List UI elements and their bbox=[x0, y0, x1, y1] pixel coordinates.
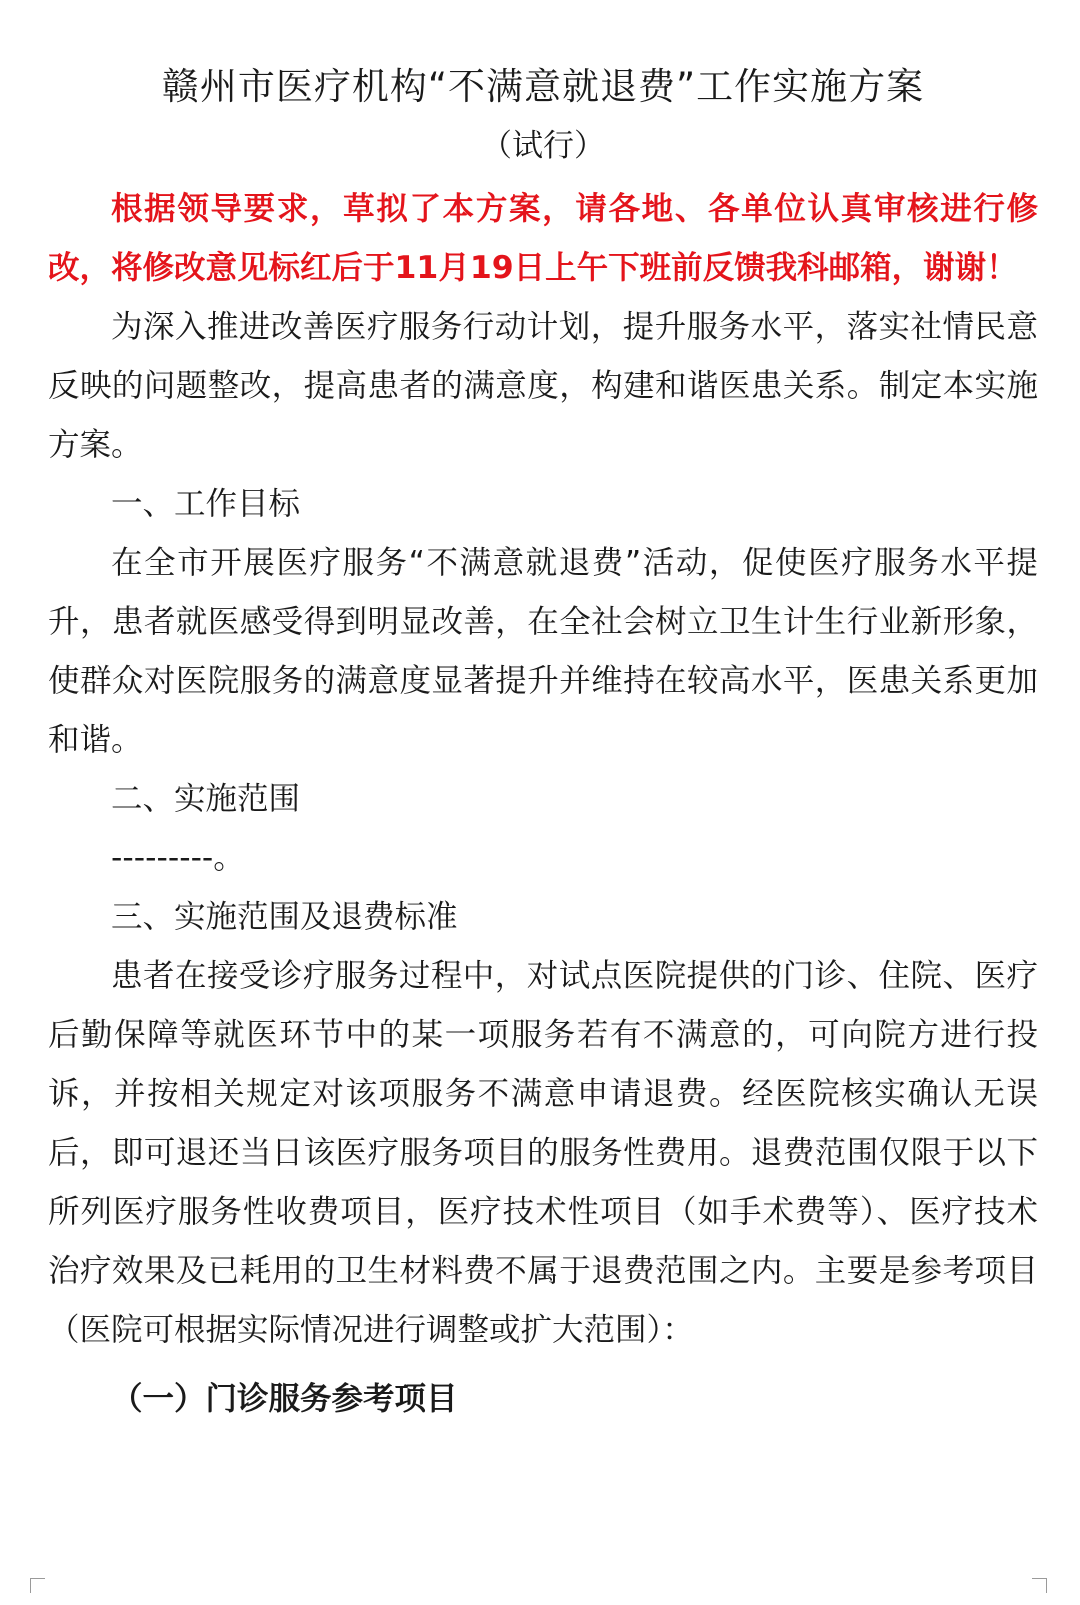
section-body-goals: 在全市开展医疗服务“不满意就退费”活动，促使医疗服务水平提升，患者就医感受得到明显改善，在全社会树立卫生计生行业新形象，使群众对医院服务的满意度显著提升并维持在较高水平，医患关系更加和谐。 bbox=[48, 545, 1038, 758]
section-heading-goals: 一、工作目标 bbox=[111, 486, 301, 522]
page-corner-mark-right bbox=[1032, 1578, 1047, 1593]
document-subtitle: （试行） bbox=[481, 128, 605, 164]
section-body-refund-standard: 患者在接受诊疗服务过程中，对试点医院提供的门诊、住院、医疗后勤保障等就医环节中的某一项服务若有不满意的，可向院方进行投诉，并按相关规定对该项服务不满意申请退费。经医院核实确认无误后，即可退还当日该医疗服务项目的服务性费用。退费范围仅限于以下所列医疗服务性收费项目，医疗技术性项目（如手术费等）、医疗技术治疗效果及已耗用的卫生材料费不属于退费范围之内。主要是参考项目（医院可根据实际情况进行调整或扩大范围）： bbox=[48, 958, 1038, 1348]
section-heading-scope: 二、实施范围 bbox=[111, 781, 301, 817]
page-corner-mark-left bbox=[30, 1578, 45, 1593]
intro-paragraph: 为深入推进改善医疗服务行动计划，提升服务水平，落实社情民意反映的问题整改，提高患者的满意度，构建和谐医患关系。制定本实施方案。 bbox=[48, 309, 1038, 463]
section-heading-refund-standard: 三、实施范围及退费标准 bbox=[111, 899, 458, 935]
outpatient-items-heading: （一）门诊服务参考项目 bbox=[111, 1381, 458, 1417]
section-body-scope: ---------。 bbox=[111, 840, 245, 876]
document-title: 赣州市医疗机构“不满意就退费”工作实施方案 bbox=[161, 65, 925, 108]
review-notice: 根据领导要求，草拟了本方案，请各地、各单位认真审核进行修改，将修改意见标红后于11月19日上午下班前反馈我科邮箱，谢谢！ bbox=[48, 191, 1038, 286]
